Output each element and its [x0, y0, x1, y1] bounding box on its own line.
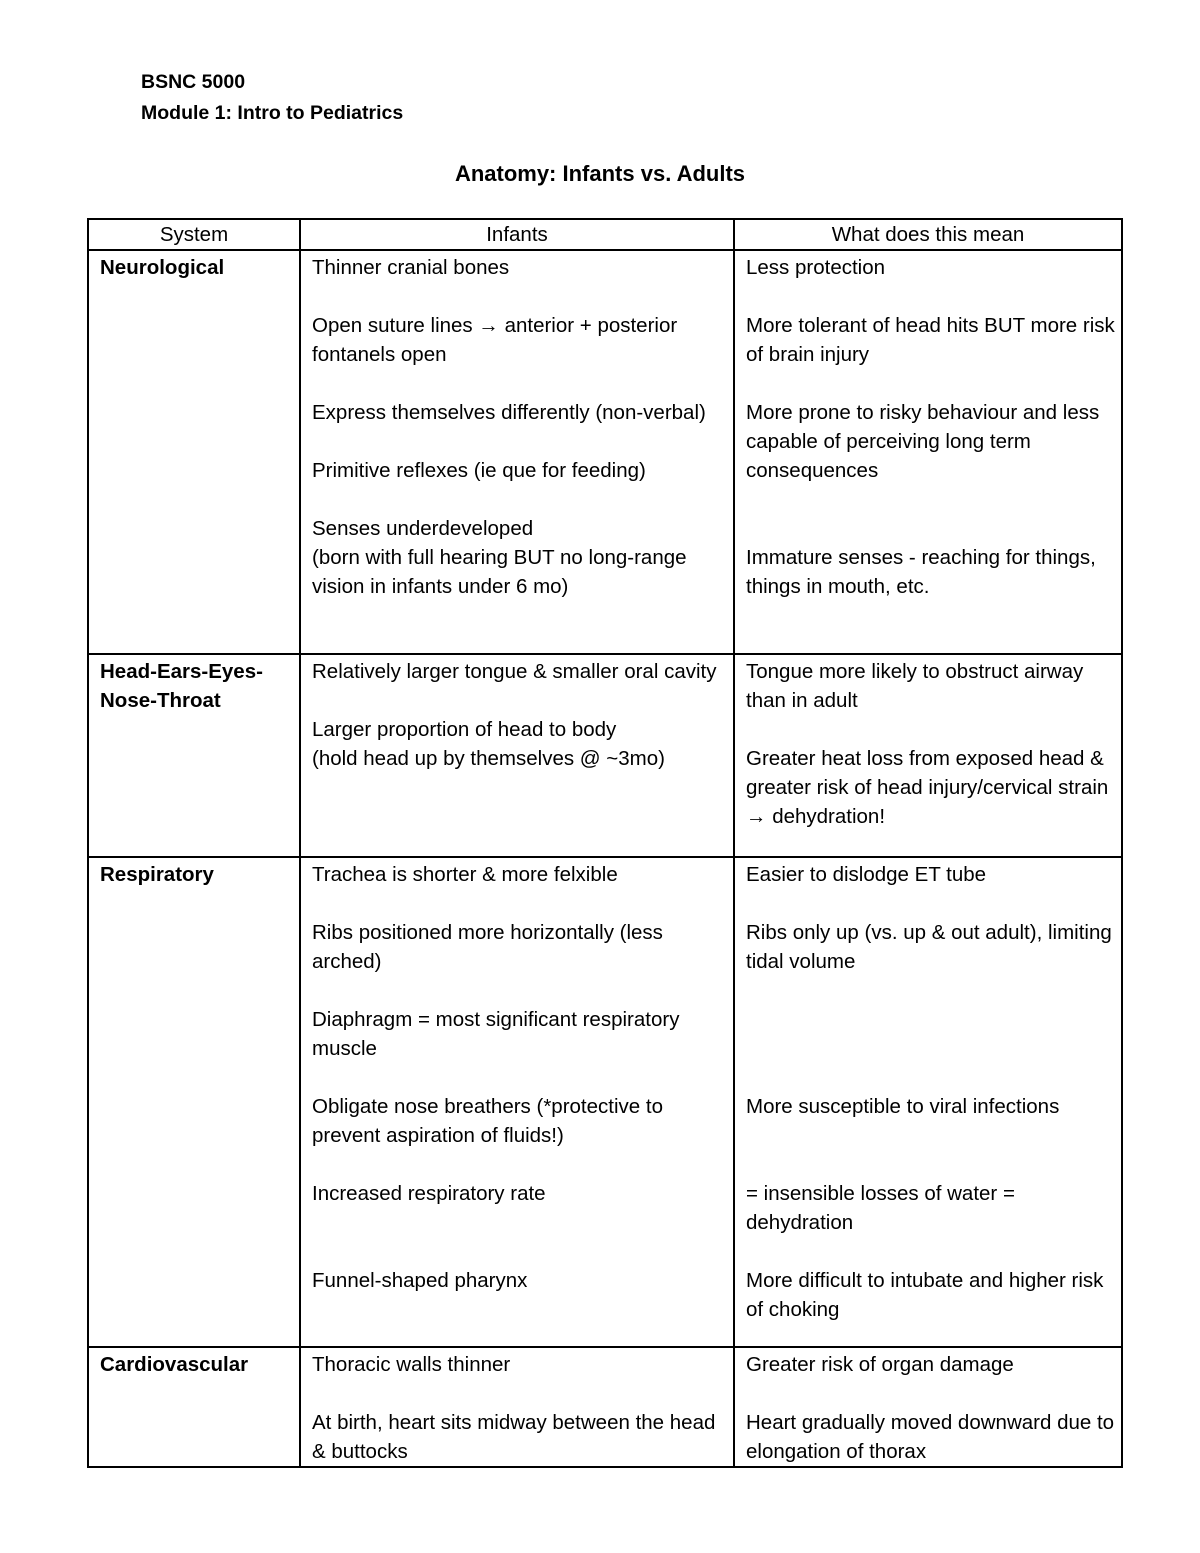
system-cell: Cardiovascular	[88, 1347, 300, 1467]
infants-item: Obligate nose breathers (*protective to prevent aspiration of fluids!)	[312, 1095, 663, 1147]
meaning-item: More prone to risky behaviour and less capable of perceiving long term consequences	[746, 401, 1100, 482]
system-cell: Neurological	[88, 250, 300, 654]
meaning-item: Greater risk of organ damage	[746, 1353, 1014, 1376]
infants-item: Larger proportion of head to body	[312, 718, 617, 741]
infants-cell	[300, 857, 734, 1347]
infants-item: Diaphragm = most significant respiratory muscle	[312, 1008, 680, 1060]
infants-item: (born with full hearing BUT no long-range vision in infants under 6 mo)	[312, 546, 687, 598]
infants-item: Relatively larger tongue & smaller oral cavity	[312, 660, 717, 683]
column-header-meaning: What does this mean	[734, 219, 1122, 250]
infants-item: Open suture lines → anterior + posterior fontanels open	[312, 314, 678, 366]
infants-item: Ribs positioned more horizontally (less arched)	[312, 921, 663, 973]
meaning-item: Heart gradually moved downward due to elongation of thorax	[746, 1411, 1115, 1463]
table-row-respiratory	[88, 857, 1122, 1347]
column-header-infants: Infants	[300, 219, 734, 250]
meaning-item: Less protection	[746, 256, 886, 279]
column-header-system: System	[88, 219, 300, 250]
meaning-item: More susceptible to viral infections	[746, 1095, 1060, 1118]
infants-item: (hold head up by themselves @ ~3mo)	[312, 747, 665, 770]
infants-item: Trachea is shorter & more felxible	[312, 863, 618, 886]
meaning-item: Greater heat loss from exposed head & greater risk of head injury/cervical strain → dehydration!	[746, 747, 1109, 828]
anatomy-table	[87, 218, 1123, 1468]
meaning-item: More difficult to intubate and higher risk of choking	[746, 1269, 1104, 1321]
system-cell: Head-Ears-Eyes-Nose-Throat	[88, 654, 300, 857]
infants-item: Senses underdeveloped	[312, 517, 534, 540]
meaning-item: Tongue more likely to obstruct airway than in adult	[746, 660, 1084, 712]
infants-cell	[300, 250, 734, 654]
meaning-item: Easier to dislodge ET tube	[746, 863, 987, 886]
module-title: Module 1: Intro to Pediatrics	[141, 102, 404, 124]
meaning-cell	[734, 857, 1122, 1347]
meaning-cell	[734, 654, 1122, 857]
infants-cell	[300, 1347, 734, 1467]
infants-item: At birth, heart sits midway between the head & buttocks	[312, 1411, 716, 1463]
infants-item: Funnel-shaped pharynx	[312, 1269, 528, 1292]
meaning-cell	[734, 250, 1122, 654]
infants-item: Express themselves differently (non-verbal)	[312, 401, 706, 424]
meaning-cell	[734, 1347, 1122, 1467]
table-row-heent	[88, 654, 1122, 857]
table-row-cardiovascular	[88, 1347, 1122, 1467]
infants-cell	[300, 654, 734, 857]
infants-item: Thinner cranial bones	[312, 256, 510, 279]
meaning-item: Ribs only up (vs. up & out adult), limiting tidal volume	[746, 921, 1112, 973]
infants-item: Thoracic walls thinner	[312, 1353, 511, 1376]
meaning-item: Immature senses - reaching for things, things in mouth, etc.	[746, 546, 1096, 598]
course-code: BSNC 5000	[141, 71, 246, 93]
document-title: Anatomy: Infants vs. Adults	[454, 161, 746, 186]
infants-item: Primitive reflexes (ie que for feeding)	[312, 459, 646, 482]
meaning-item: = insensible losses of water = dehydration	[746, 1182, 1015, 1234]
system-cell: Respiratory	[88, 857, 300, 1347]
meaning-item: More tolerant of head hits BUT more risk of brain injury	[746, 314, 1115, 366]
infants-item: Increased respiratory rate	[312, 1182, 546, 1205]
table-row-neurological	[88, 250, 1122, 654]
table-header-row	[88, 219, 1122, 250]
